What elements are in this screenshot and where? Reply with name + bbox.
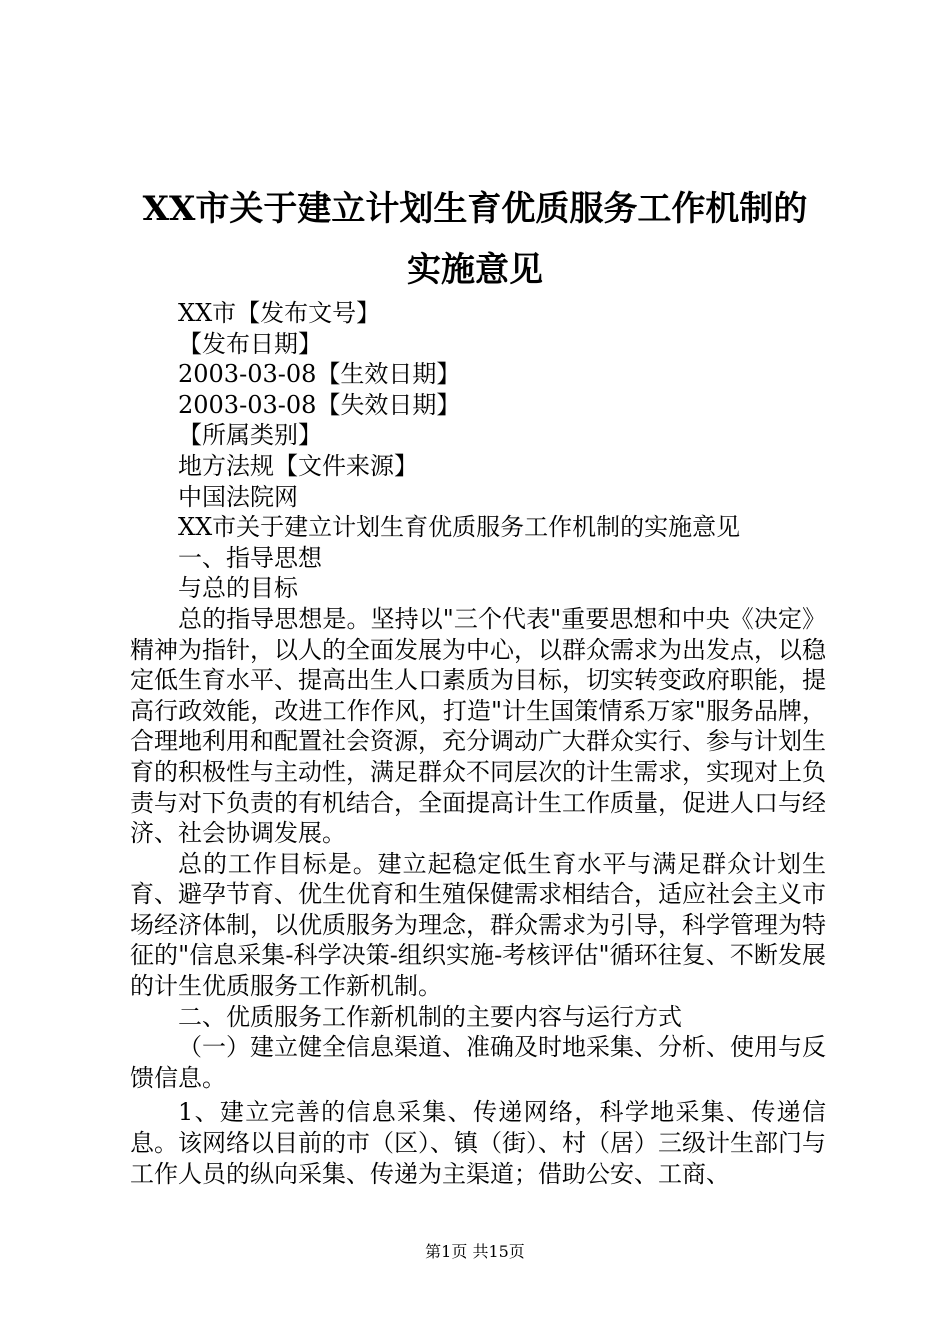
document-title-line-1: XX市关于建立计划生育优质服务工作机制的 [142, 189, 808, 229]
paragraph-info-network: 1、建立完善的信息采集、传递网络，科学地采集、传递信息。该网络以目前的市（区）、镇（街）、村（居）三级计生部门与工作人员的纵向采集、传递为主渠道；借助公安、工商、 [130, 1098, 826, 1188]
paragraph-work-goal: 总的工作目标是。建立起稳定低生育水平与满足群众计划生育、避孕节育、优生优育和生殖保健需求相结合，适应社会主义市场经济体制，以优质服务为理念，群众需求为引导，科学管理为特征的"信息采集-科学决策-组织实施-考核评估"循环往复、不断发展的计生优质服务工作新机制。 [130, 849, 826, 1001]
page-number-footer: 第1页 共15页 [425, 1242, 525, 1261]
meta-file-source: 地方法规【文件来源】 [178, 451, 418, 480]
meta-issue-date: 【发布日期】 [178, 329, 322, 358]
meta-category: 【所属类别】 [178, 421, 322, 450]
document-body [130, 298, 826, 1189]
meta-source-name: 中国法院网 [178, 482, 298, 511]
document-title-line-2: 实施意见 [407, 250, 543, 290]
subsection-heading-1: （一）建立健全信息渠道、准确及时地采集、分析、使用与反馈信息。 [130, 1033, 826, 1092]
section-heading-1: 一、指导思想 [178, 543, 322, 572]
meta-issue-number: XX市【发布文号】 [178, 299, 381, 327]
meta-document-name: XX市关于建立计划生育优质服务工作机制的实施意见 [178, 513, 741, 542]
meta-expiry-date: 2003-03-08【失效日期】 [178, 390, 461, 419]
paragraph-guiding-ideology: 总的指导思想是。坚持以"三个代表"重要思想和中央《决定》精神为指针，以人的全面发展为中心，以群众需求为出发点，以稳定低生育水平、提高出生人口素质为目标，切实转变政府职能，提高行政效能，改进工作作风，打造"计生国策情系万家"服务品牌，合理地利用和配置社会资源，充分调动广大群众实行、参与计划生育的积极性与主动性，满足群众不同层次的计生需求，实现对上负责与对下负责的有机结合，全面提高计生工作质量，促进人口与经济、社会协调发展。 [130, 604, 826, 848]
section-heading-2: 二、优质服务工作新机制的主要内容与运行方式 [178, 1002, 682, 1031]
meta-effective-date: 2003-03-08【生效日期】 [178, 360, 461, 389]
section-heading-1-cont: 与总的目标 [178, 574, 298, 603]
